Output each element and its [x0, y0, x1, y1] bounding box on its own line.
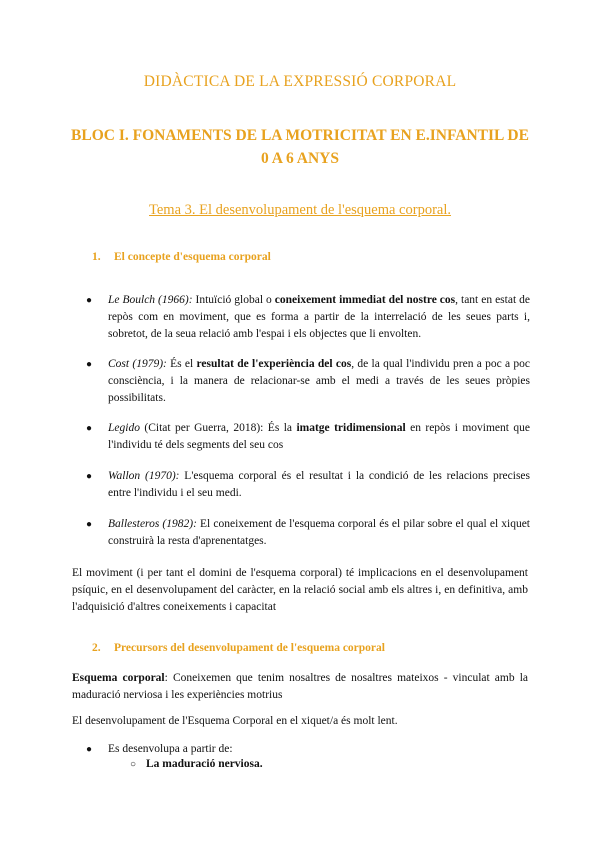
bullet-author: Legido	[108, 422, 140, 434]
section-1-paragraph: El moviment (i per tant el domini de l'esquema corporal) té implicacions en el desenvolupament psíquic, en el desenvolupament del caràcter, en la relació social amb els altres i, en definitiva, amb l'adquisició d'altres coneixements i capacitat	[72, 567, 528, 614]
bullet-author: Wallon (1970):	[108, 470, 180, 482]
section-2-heading	[92, 642, 385, 654]
bullet-text: Intuïció global o	[192, 294, 275, 306]
bullet-glyph: ●	[86, 423, 93, 434]
bullet-author: Ballesteros (1982):	[108, 518, 197, 530]
bullet-text: És el	[166, 358, 197, 370]
bloc-heading: BLOC I. FONAMENTS DE LA MOTRICITAT EN E.INFANTIL DE 0 A 6 ANYS	[71, 127, 529, 167]
bullet-text: , de la qual l'individu pren a poc a poc consciència, i la manera de relacionar-se amb el medi a través de les seues pròpies possibilitats.	[108, 358, 530, 405]
definition-bullet-ballesteros	[86, 516, 530, 550]
section-2-subbullet	[130, 758, 263, 770]
bullet-text: L'esquema corporal és el resultat i la condició de les relacions precises entre l'individu i el seu medi.	[108, 470, 531, 500]
bullet-text: (Citat per Guerra, 2018): És la	[139, 422, 297, 434]
section-2-title: Precursors del desenvolupament de l'esquema corporal	[114, 642, 385, 654]
definition-term: Esquema corporal	[72, 672, 165, 684]
bullet-author: Le Boulch (1966):	[108, 294, 193, 306]
section-1-title: El concepte d'esquema corporal	[114, 251, 271, 263]
bullet-glyph: ●	[86, 359, 93, 370]
section-1-heading	[92, 251, 271, 263]
bullet-bold: imatge tridimensional	[296, 422, 406, 434]
bullet-glyph: ●	[86, 744, 93, 755]
definition-bullet-cost	[86, 356, 530, 408]
bullet-text: , tant en estat de repòs com en moviment, que es forma a partir de la interrelació de les seues parts i, sobretot, de la seua relació amb l'espai i els objectes que li envolten.	[108, 294, 530, 341]
bullet-text: en repòs i moviment que l'individu té dels segments del seu cos	[108, 422, 530, 452]
section-2-number: 2.	[92, 642, 101, 654]
bullet-glyph: ●	[86, 295, 93, 306]
bullet-glyph: ●	[86, 471, 93, 482]
bullet-author: Cost (1979):	[108, 358, 167, 370]
definition-paragraph	[72, 670, 528, 704]
definition-bullet-le-boulch	[86, 292, 530, 344]
subbullet-glyph: ○	[130, 759, 137, 770]
section-1-number: 1.	[92, 251, 101, 263]
bullet-text: Es desenvolupa a partir de:	[108, 743, 233, 755]
document-title: DIDÀCTICA DE LA EXPRESSIÓ CORPORAL	[143, 73, 457, 90]
subbullet-text: La maduració nerviosa.	[146, 758, 263, 770]
definition-text: : Coneixemen que tenim nosaltres de nosaltres mateixos - vinculat amb la maduració nerviosa i les experiències motrius	[72, 672, 529, 702]
tema-heading: Tema 3. El desenvolupament de l'esquema corporal.	[149, 202, 451, 218]
definition-bullet-legido	[86, 420, 530, 454]
bullet-glyph: ●	[86, 519, 93, 530]
bullet-bold: coneixement immediat del nostre cos	[274, 294, 456, 306]
section-2-bullet	[86, 741, 530, 758]
bullet-text: El coneixement de l'esquema corporal és el pilar sobre el qual el xiquet construirà la resta d'aprenentatges.	[108, 518, 530, 548]
definition-bullet-wallon	[86, 468, 530, 502]
section-2-paragraph: El desenvolupament de l'Esquema Corporal en el xiquet/a és molt lent.	[72, 715, 398, 727]
bullet-bold: resultat de l'experiència del cos	[196, 358, 352, 370]
